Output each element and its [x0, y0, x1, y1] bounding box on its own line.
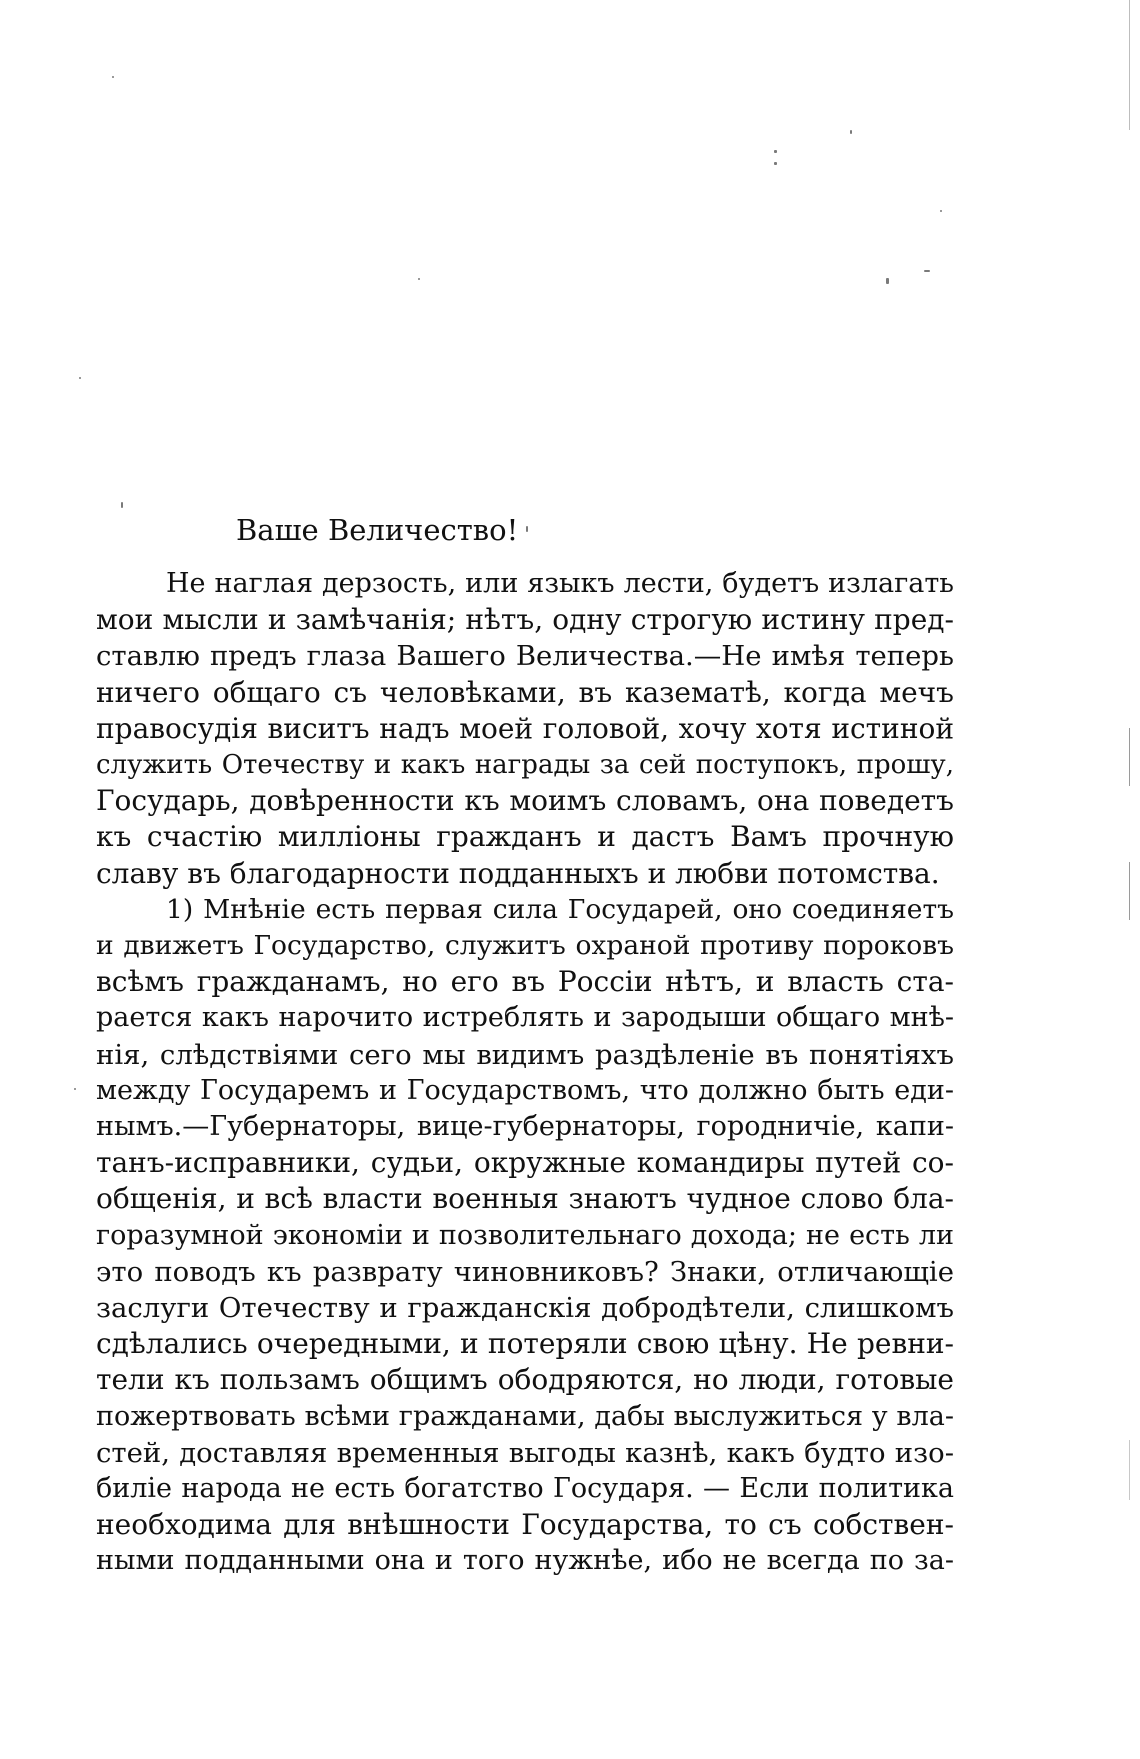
scan-speck — [418, 278, 420, 280]
scan-speck — [112, 76, 114, 78]
scan-speck — [774, 162, 777, 165]
text-line: нія, слѣдствіями сего мы видимъ раздѣленіе въ понятіяхъ — [96, 1038, 954, 1071]
scan-edge-line — [1129, 862, 1130, 920]
scan-edge-line — [1129, 0, 1130, 130]
text-line: биліе народа не есть богатство Государя. — Если политика — [96, 1473, 954, 1505]
text-line: ставлю предъ глаза Вашего Величества.—Не имѣя теперь — [96, 640, 954, 673]
text-line: танъ-исправники, судьи, окружные командиры путей со- — [96, 1146, 954, 1180]
text-line: 1) Мнѣніе есть первая сила Государей, оно соединяетъ — [166, 893, 954, 925]
scan-speck — [74, 1088, 76, 1090]
text-line: нымъ.—Губернаторы, вице-губернаторы, городничіе, капи- — [96, 1111, 954, 1143]
scan-edge-line — [1129, 728, 1130, 786]
text-line: стей, доставляя временныя выгоды казнѣ, какъ будто изо- — [96, 1436, 954, 1469]
text-line: сдѣлались очередными, и потеряли свою цѣну. Не ревни- — [96, 1327, 954, 1361]
text-line: и движетъ Государство, служитъ охраной противу пороковъ — [96, 930, 954, 962]
text-line: между Государемъ и Государствомъ, что должно быть еди- — [96, 1074, 954, 1106]
paragraph-point-1 — [96, 892, 954, 1580]
paragraph-intro — [96, 566, 954, 892]
body-text — [96, 566, 954, 1580]
text-line: рается какъ нарочито истреблять и зародыши общаго мнѣ- — [96, 1002, 954, 1034]
text-line: славу въ благодарности подданныхъ и любви потомства. — [96, 856, 940, 890]
text-line: это поводъ къ разврату чиновниковъ? Знаки, отличающіе — [96, 1255, 954, 1288]
scan-speck — [121, 502, 123, 508]
text-line: ными подданными она и того нужнѣе, ибо не всегда по за- — [96, 1545, 954, 1577]
salutation: Ваше Величество! — [236, 513, 519, 547]
text-line: общенія, и всѣ власти военныя знаютъ чудное слово бла- — [96, 1182, 954, 1216]
text-line: необходима для внѣшности Государства, то съ собствен- — [96, 1508, 954, 1542]
text-line: тели къ пользамъ общимъ ободряются, но люди, готовые — [96, 1363, 954, 1397]
scan-speck — [526, 526, 528, 532]
text-line: ничего общаго съ человѣками, въ казематѣ, когда мечъ — [96, 675, 954, 709]
text-line: служить Отечеству и какъ награды за сей поступокъ, прошу, — [96, 750, 954, 781]
text-line: Государь, довѣренности къ моимъ словамъ, она поведетъ — [96, 784, 954, 818]
scan-speck — [79, 377, 81, 379]
text-line: пожертвовать всѣми гражданами, дабы выслужиться у вла- — [96, 1400, 954, 1432]
scan-speck — [774, 150, 777, 153]
scan-speck — [850, 130, 852, 134]
scan-speck — [886, 278, 889, 284]
text-line: Не наглая дерзость, или языкъ лести, будетъ излагать — [166, 568, 954, 599]
text-line: мои мысли и замѣчанія; нѣтъ, одну строгую истину пред- — [96, 603, 954, 637]
text-line: къ счастію милліоны гражданъ и дастъ Вамъ прочную — [96, 820, 954, 854]
text-line: горазумной экономіи и позволительнаго дохода; не есть ли — [96, 1219, 954, 1251]
scan-edge-line — [1129, 1440, 1130, 1500]
scan-speck — [924, 270, 930, 272]
scan-speck — [940, 210, 942, 212]
text-line: правосудія виситъ надъ моей головой, хочу хотя истиной — [96, 711, 954, 745]
text-line: заслуги Отечеству и гражданскія добродѣтели, слишкомъ — [96, 1292, 954, 1325]
text-line: всѣмъ гражданамъ, но его въ Россіи нѣтъ, и власть ста- — [96, 965, 954, 999]
